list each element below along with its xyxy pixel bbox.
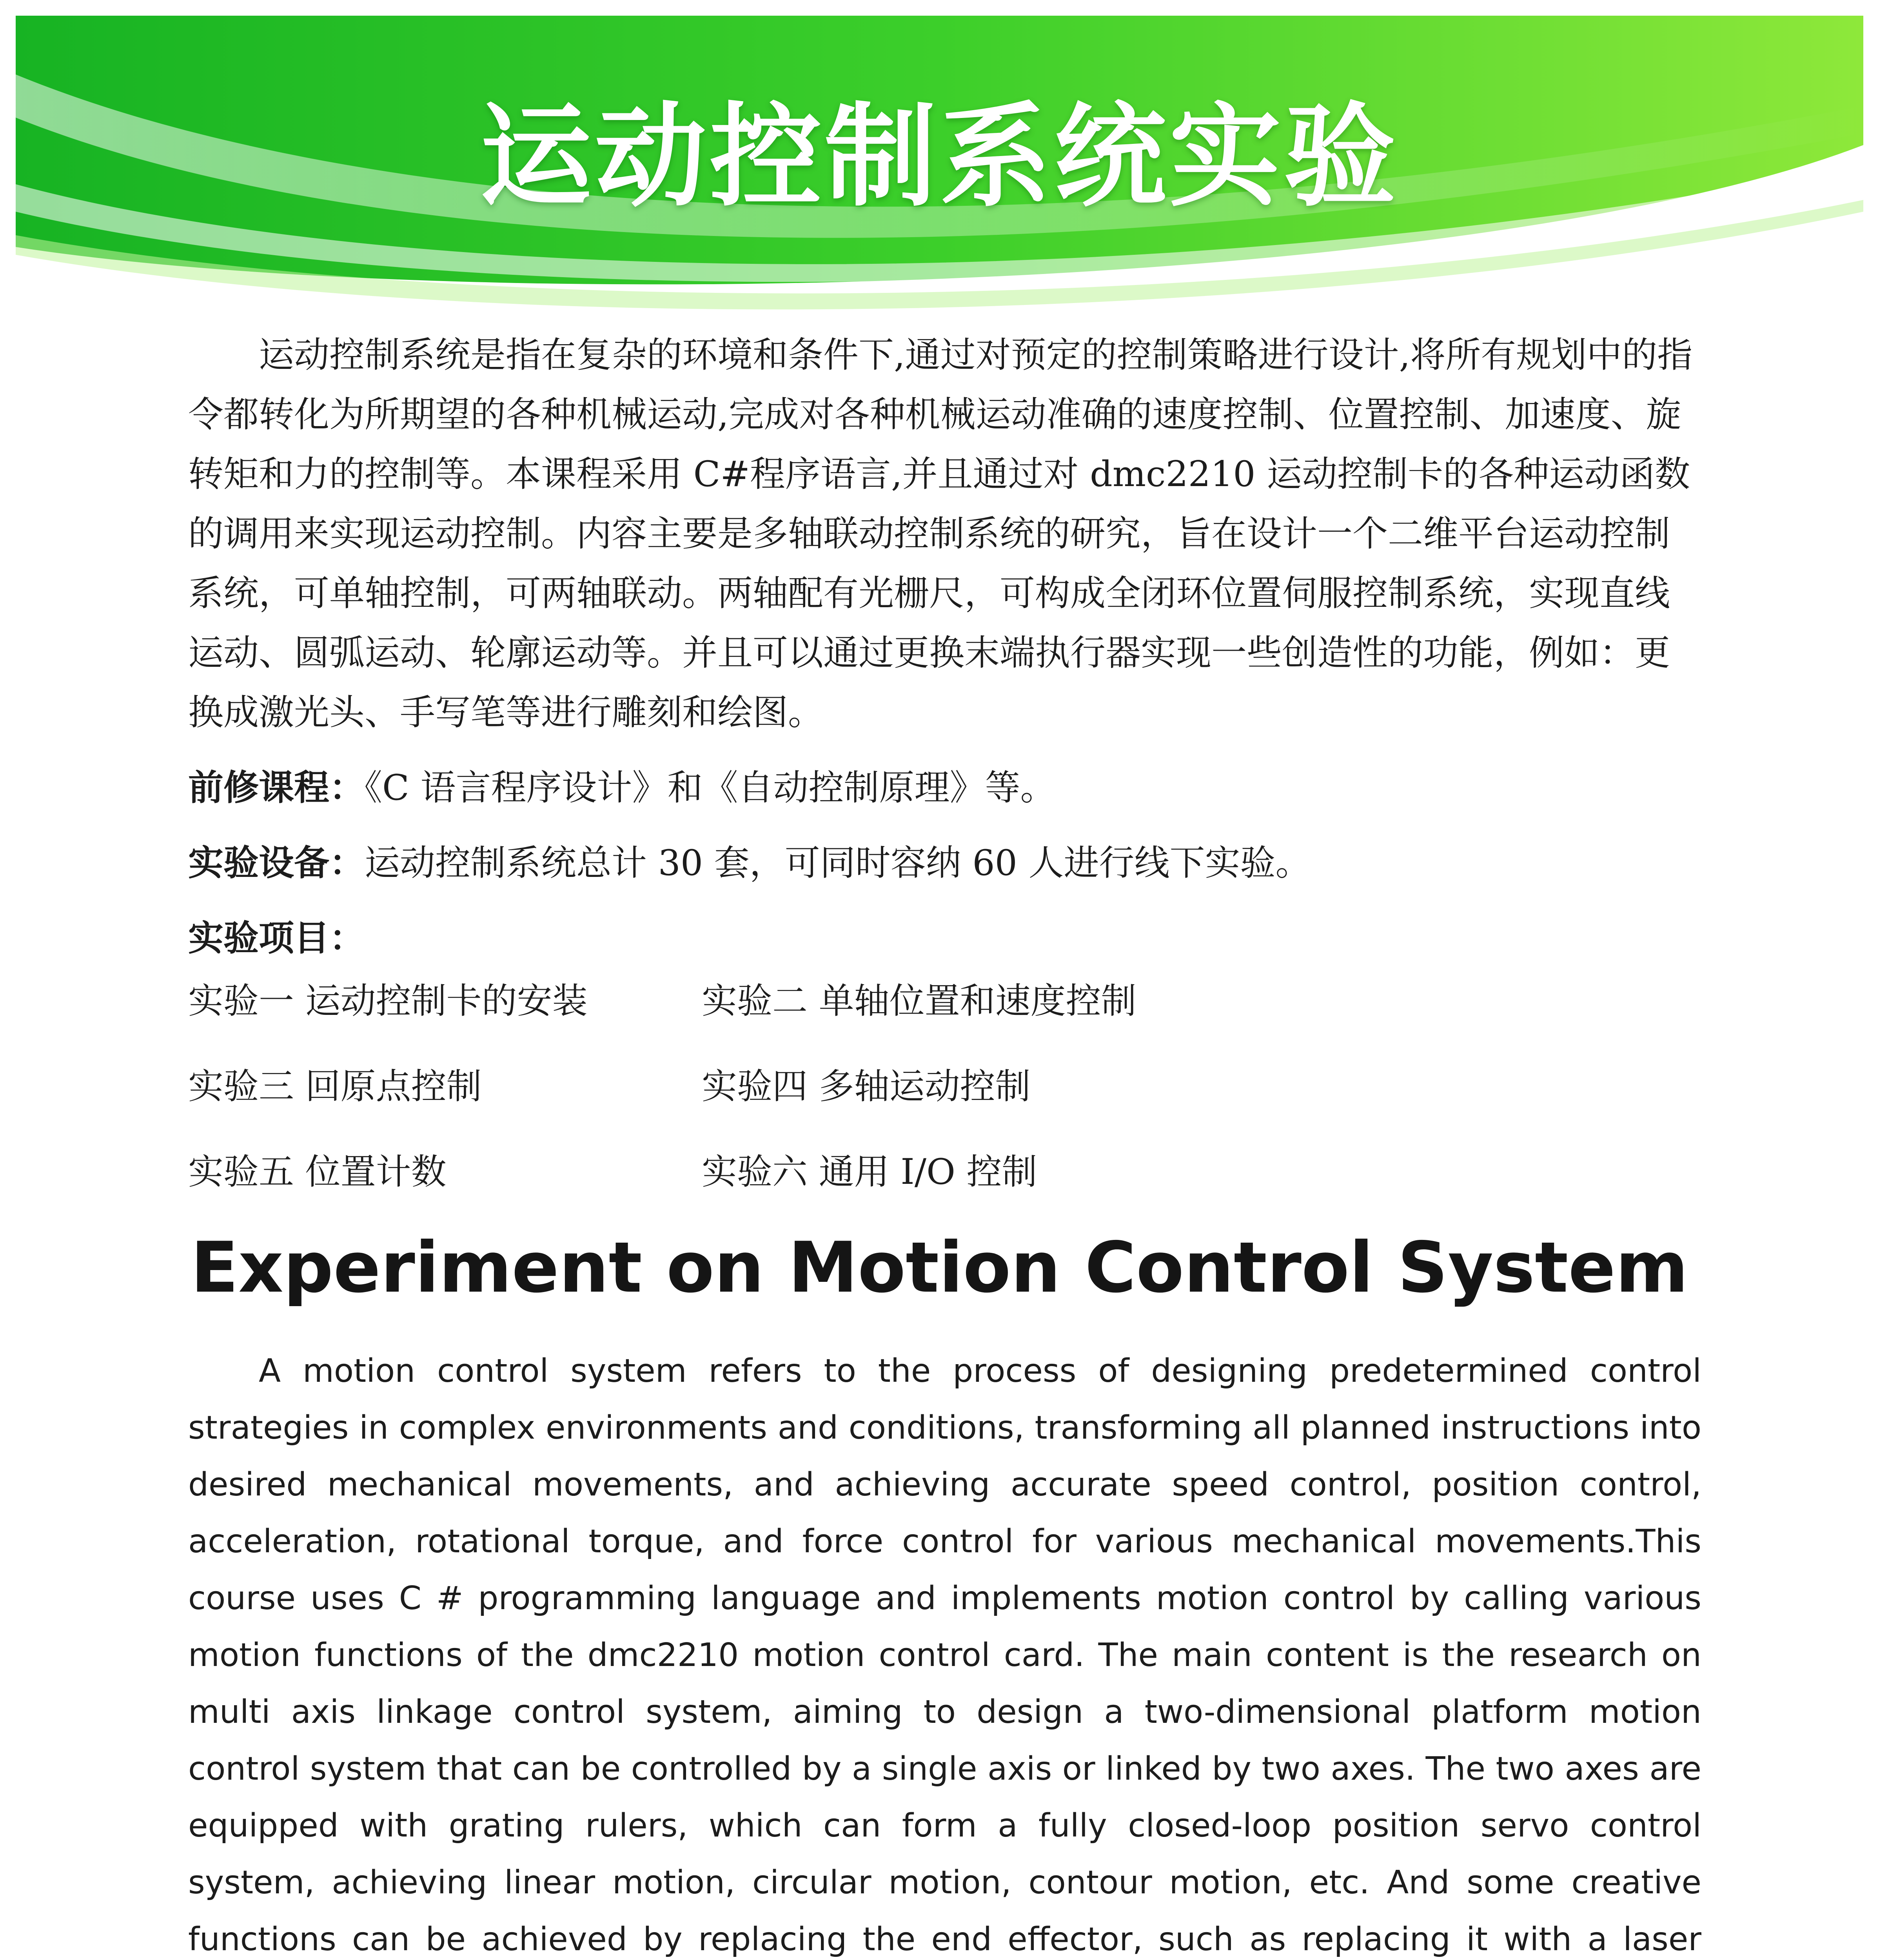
english-title: Experiment on Motion Control System: [191, 1227, 1688, 1308]
project-row: [188, 1058, 1701, 1143]
project-row: [188, 1143, 1701, 1229]
chinese-equipment: [188, 833, 1701, 893]
chinese-description: [188, 325, 1701, 968]
english-description: [188, 1343, 1701, 1960]
prerequisites-text: 《C 语言程序设计》和《自动控制原理》等。: [365, 767, 1056, 808]
project-item: 实验一 运动控制卡的安装: [188, 980, 588, 1022]
project-item: 实验四 多轴运动控制: [702, 1066, 1031, 1107]
chinese-projects-heading: [188, 909, 1701, 968]
project-item: 实验五 位置计数: [188, 1151, 447, 1192]
chinese-title: 运动控制系统实验: [480, 92, 1399, 222]
poster-frame: [16, 16, 1863, 1960]
equipment-label: 实验设备：: [188, 842, 365, 884]
chinese-prerequisites: [188, 758, 1701, 818]
chinese-intro-paragraph: 运动控制系统是指在复杂的环境和条件下,通过对预定的控制策略进行设计,将所有规划中的指令都转化为所期望的各种机械运动,完成对各种机械运动准确的速度控制、位置控制、加速度、旋转矩和力的控制等。本课程采用 C#程序语言,并且通过对 dmc2210 运动控制卡的各种运动函数的调用来实现运动控制。内容主要是多轴联动控制系统的研究，旨在设计一个二维平台运动控制系统，可单轴控制，可两轴联动。两轴配有光栅尺，可构成全闭环位置伺服控制系统，实现直线运动、圆弧运动、轮廓运动等。并且可以通过更换末端执行器实现一些创造性的功能，例如：更换成激光头、手写笔等进行雕刻和绘图。: [188, 334, 1693, 733]
prerequisites-label: 前修课程：: [188, 767, 365, 808]
project-item: 实验二 单轴位置和速度控制: [702, 980, 1136, 1022]
equipment-text: 运动控制系统总计 30 套，可同时容纳 60 人进行线下实验。: [365, 842, 1311, 884]
project-row: [188, 972, 1701, 1058]
projects-label: 实验项目：: [188, 918, 365, 959]
chinese-project-list: [188, 972, 1701, 1229]
project-item: 实验六 通用 I/O 控制: [702, 1151, 1037, 1192]
project-item: 实验三 回原点控制: [188, 1066, 482, 1107]
english-intro-paragraph: A motion control system refers to the process of designing predetermined control strategies in complex environments and conditions, transforming all planned instructions into desired mechanical movements, and achieving accurate speed control, position control, acceleration, rotational torque, and force control for various mechanical movements.This course uses C # programming language and implements motion control by calling various motion functions of the dmc2210 motion control card. The main content is the research on multi axis linkage control system, aiming to design a two-dimensional platform motion control system that can be controlled by a single axis or linked by two axes. The two axes are equipped with grating rulers, which can form a fully closed-loop position servo control system, achieving linear motion, circular motion, contour motion, etc. And some creative functions can be achieved by replacing the end effector, such as replacing it with a laser: [188, 1352, 1701, 1958]
